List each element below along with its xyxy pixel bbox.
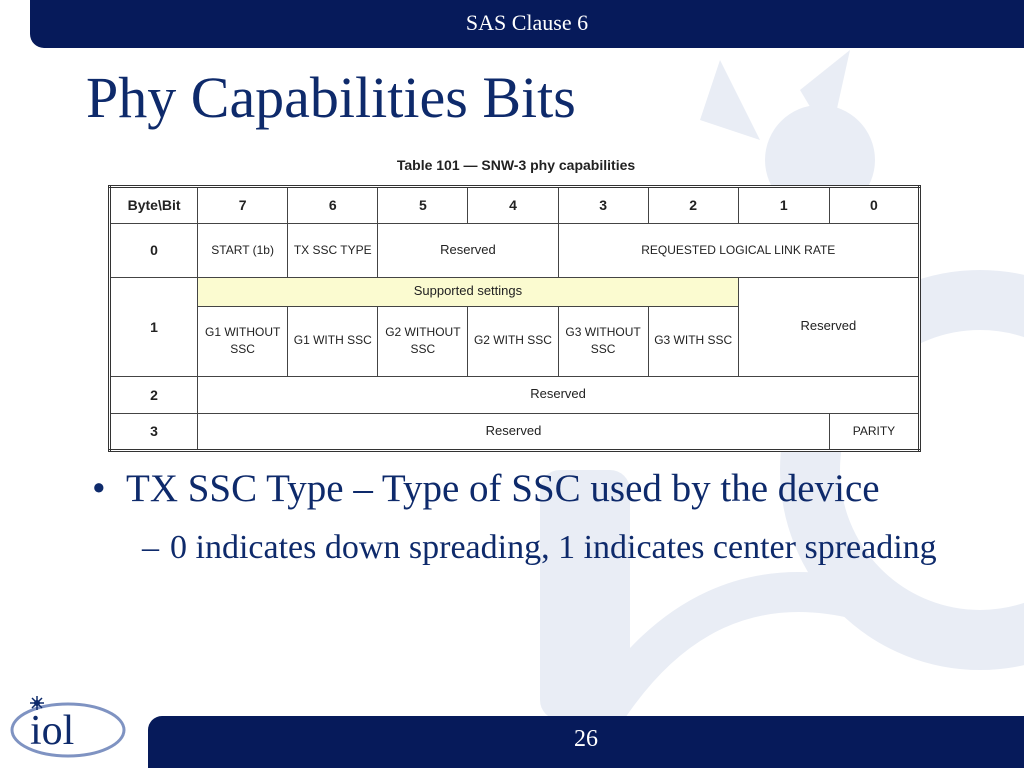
parity-cell: PARITY bbox=[829, 413, 919, 450]
start-cell: START (1b) bbox=[198, 224, 288, 278]
top-header-bar bbox=[30, 0, 1024, 48]
table-row-byte-3 bbox=[110, 413, 920, 450]
header-cell-bit-4: 4 bbox=[468, 187, 558, 224]
byte-0-label: 0 bbox=[110, 224, 198, 278]
header-cell-bit-5: 5 bbox=[378, 187, 468, 224]
header-cell-bit-6: 6 bbox=[288, 187, 378, 224]
iol-logo bbox=[10, 688, 135, 760]
header-cell-bit-3: 3 bbox=[558, 187, 648, 224]
table-row-byte-0 bbox=[110, 224, 920, 278]
bullet-item bbox=[92, 462, 952, 515]
bullet-text: TX SSC Type – Type of SSC used by the device bbox=[126, 467, 880, 510]
slide-title: Phy Capabilities Bits bbox=[86, 65, 576, 130]
tx-ssc-type-cell: TX SSC TYPE bbox=[288, 224, 378, 278]
requested-link-rate-cell: REQUESTED LOGICAL LINK RATE bbox=[558, 224, 919, 278]
byte-1-label: 1 bbox=[110, 277, 198, 376]
phy-capabilities-table bbox=[108, 185, 921, 452]
bullet-list bbox=[92, 462, 952, 571]
section-title: SAS Clause 6 bbox=[465, 10, 589, 35]
g2-without-ssc-cell: G2 WITHOUT SSC bbox=[378, 306, 468, 376]
header-cell-bit-7: 7 bbox=[198, 187, 288, 224]
byte-2-reserved-cell: Reserved bbox=[198, 376, 920, 413]
table-row-byte-2 bbox=[110, 376, 920, 413]
byte-3-reserved-cell: Reserved bbox=[198, 413, 830, 450]
table-header-row bbox=[110, 187, 920, 224]
supported-settings-cell: Supported settings bbox=[198, 277, 739, 306]
byte-0-reserved-cell: Reserved bbox=[378, 224, 558, 278]
byte-1-reserved-cell: Reserved bbox=[738, 277, 919, 376]
sub-bullet-text: 0 indicates down spreading, 1 indicates center spreading bbox=[170, 529, 937, 566]
logo-text: iol bbox=[30, 708, 75, 754]
table-caption: Table 101 — SNW-3 phy capabilities bbox=[396, 157, 636, 173]
byte-3-label: 3 bbox=[110, 413, 198, 450]
header-cell-bit-0: 0 bbox=[829, 187, 919, 224]
header-cell-bit-1: 1 bbox=[738, 187, 829, 224]
sub-bullet-item bbox=[132, 525, 952, 571]
g1-without-ssc-cell: G1 WITHOUT SSC bbox=[198, 306, 288, 376]
header-cell-bit-2: 2 bbox=[648, 187, 738, 224]
g1-with-ssc-cell: G1 WITH SSC bbox=[288, 306, 378, 376]
table-row-byte-1-group bbox=[110, 277, 920, 306]
header-cell-byte-bit: Byte\Bit bbox=[110, 187, 198, 224]
page-number: 26 bbox=[574, 726, 598, 752]
byte-2-label: 2 bbox=[110, 376, 198, 413]
sub-bullet-dash-icon: – bbox=[142, 529, 159, 566]
g3-with-ssc-cell: G3 WITH SSC bbox=[648, 306, 738, 376]
g2-with-ssc-cell: G2 WITH SSC bbox=[468, 306, 558, 376]
g3-without-ssc-cell: G3 WITHOUT SSC bbox=[558, 306, 648, 376]
bullet-dot-icon: • bbox=[92, 467, 106, 510]
bottom-footer-bar bbox=[148, 716, 1024, 768]
